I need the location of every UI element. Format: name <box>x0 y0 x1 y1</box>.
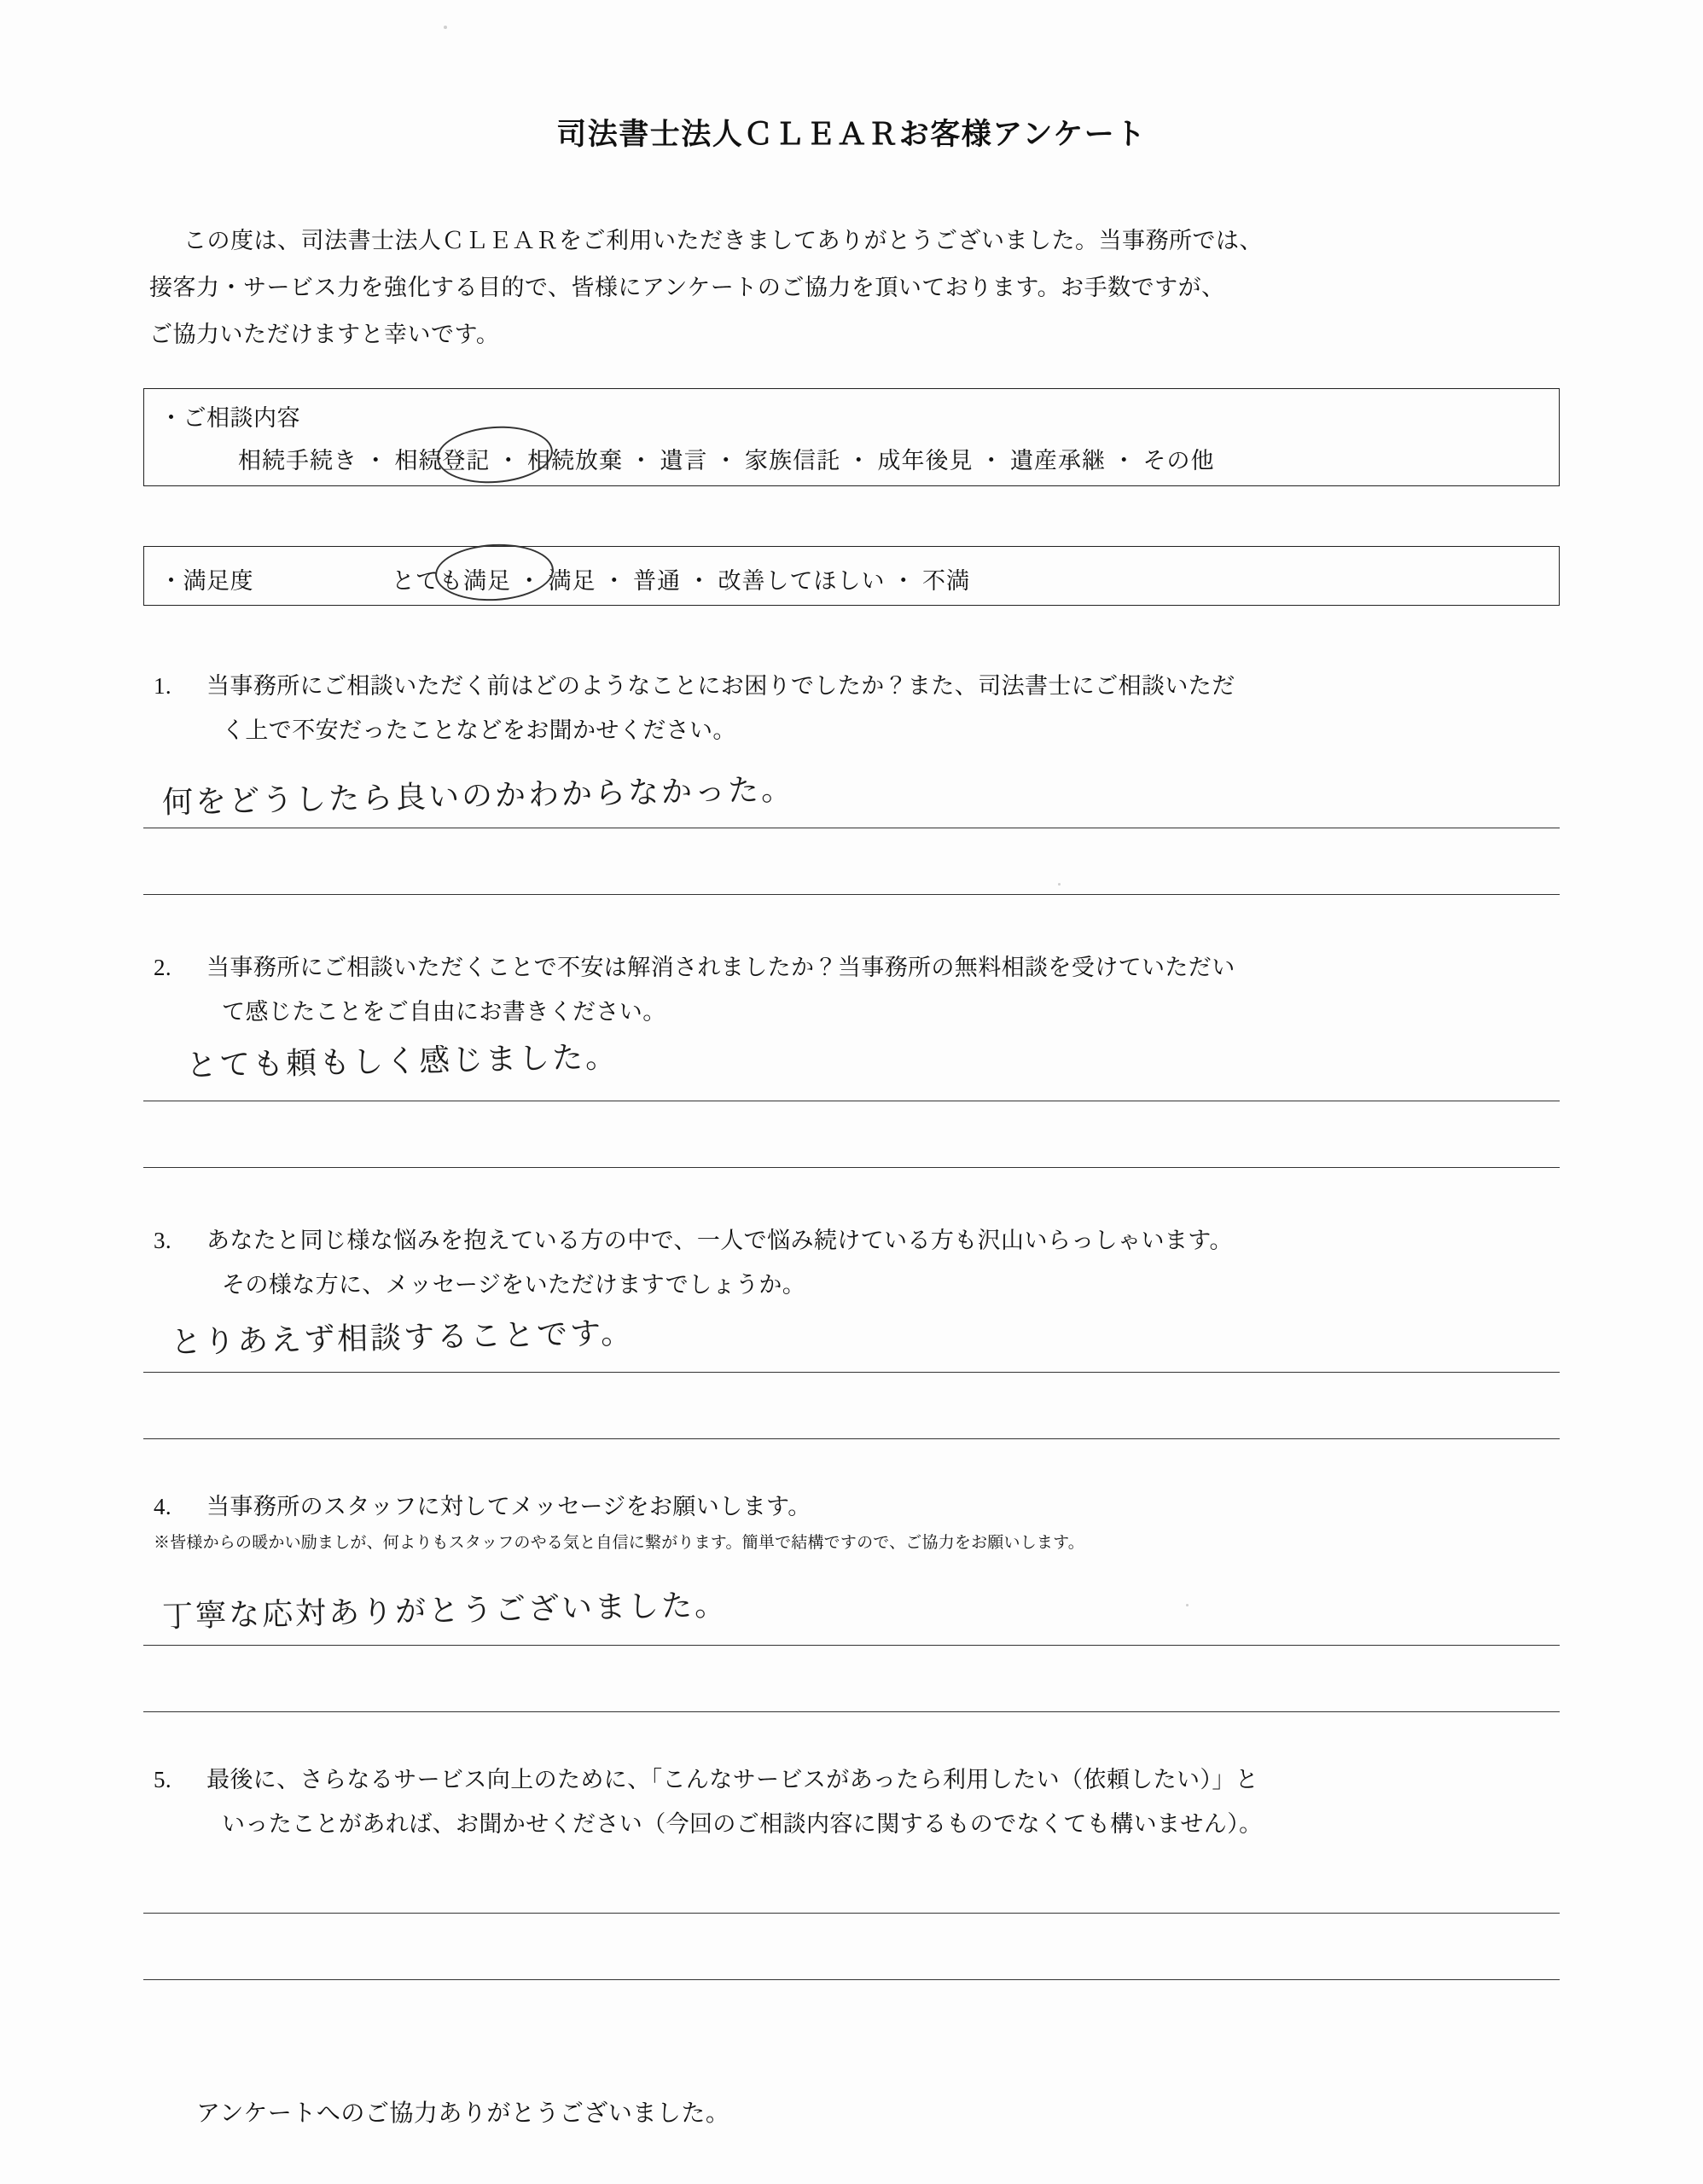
answer-3-handwriting: とりあえず相談することです。 <box>170 1316 635 1361</box>
question-5-line-2: いったことがあれば、お聞かせください（今回のご相談内容に関するものでなくても構いません）。 <box>222 1811 1263 1837</box>
question-4-number: 4. <box>154 1494 172 1519</box>
question-3-text <box>206 1218 1566 1307</box>
question-4-note: ※皆様からの暖かい励ましが、何よりもスタッフのやる気と自信に繋がります。簡単で結構ですので、ご協力をお願いします。 <box>154 1534 1084 1552</box>
question-1-number: 1. <box>154 673 172 699</box>
consultation-type-box <box>143 388 1560 486</box>
question-4 <box>154 1484 1566 1558</box>
question-2-number: 2. <box>154 955 172 980</box>
question-3-line-1: あなたと同じ様な悩みを抱えている方の中で、一人で悩み続けている方も沢山いらっしゃいます。 <box>206 1228 1233 1253</box>
question-1-line-2: く上で不安だったことなどをお聞かせください。 <box>222 717 736 743</box>
answer-line-3b <box>143 1438 1560 1439</box>
answer-line-5a <box>143 1913 1560 1914</box>
question-1-text <box>206 664 1566 752</box>
question-3 <box>154 1218 1566 1307</box>
answer-line-3a <box>143 1372 1560 1373</box>
intro-line-3: ご協力いただけますと幸いです。 <box>149 322 500 347</box>
footer-thanks: アンケートへのご協力ありがとうございました。 <box>196 2100 730 2127</box>
question-2-text <box>206 945 1566 1034</box>
scan-speck <box>444 26 447 29</box>
question-5-text <box>206 1757 1566 1846</box>
question-1-line-1: 当事務所にご相談いただく前はどのようなことにお困りでしたか？また、司法書士にご相談いただ <box>206 673 1235 699</box>
intro-line-2: 接客力・サービス力を強化する目的で、皆様にアンケートのご協力を頂いております。お手数ですが、 <box>149 275 1225 300</box>
answer-line-4a <box>143 1645 1560 1646</box>
answer-line-4b <box>143 1711 1560 1712</box>
question-2-line-1: 当事務所にご相談いただくことで不安は解消されましたか？当事務所の無料相談を受けていただい <box>206 955 1235 980</box>
satisfaction-options[interactable]: とても満足 ・ 満足 ・ 普通 ・ 改善してほしい ・ 不満 <box>392 568 970 594</box>
question-4-text <box>206 1484 1566 1529</box>
question-5-line-1: 最後に、さらなるサービス向上のために、「こんなサービスがあったら利用したい（依頼したい）」と <box>206 1767 1259 1792</box>
answer-line-1b <box>143 894 1560 895</box>
question-1 <box>154 664 1566 752</box>
intro-line-1: この度は、司法書士法人ＣＬＥＡＲをご利用いただきましてありがとうございました。当事務所では、 <box>183 228 1263 253</box>
page-title: 司法書士法人ＣＬＥＡＲお客様アンケート <box>556 118 1147 151</box>
scan-speck <box>1186 1604 1189 1606</box>
question-2 <box>154 945 1566 1034</box>
answer-2-handwriting: とても頼もしく感じました。 <box>185 1039 619 1084</box>
consultation-options[interactable]: 相続手続き ・ 相続登記 ・ 相続放棄 ・ 遺言 ・ 家族信託 ・ 成年後見 ・ 遺産承継 ・ その他 <box>238 448 1215 473</box>
consultation-label: ・ご相談内容 <box>160 405 300 431</box>
answer-line-2b <box>143 1167 1560 1168</box>
satisfaction-label: ・満足度 <box>160 568 253 594</box>
question-5 <box>154 1757 1566 1846</box>
answer-4-handwriting: 丁寧な応対ありがとうございました。 <box>161 1588 729 1635</box>
question-4-line-1: 当事務所のスタッフに対してメッセージをお願いします。 <box>206 1494 811 1519</box>
answer-line-5b <box>143 1979 1560 1980</box>
question-3-line-2: その様な方に、メッセージをいただけますでしょうか。 <box>222 1272 806 1298</box>
question-2-line-2: て感じたことをご自由にお書きください。 <box>222 999 666 1025</box>
intro-paragraph <box>149 218 1557 358</box>
question-5-number: 5. <box>154 1767 172 1792</box>
question-3-number: 3. <box>154 1228 172 1253</box>
scan-speck <box>1058 883 1061 886</box>
satisfaction-box <box>143 546 1560 606</box>
answer-1-handwriting: 何をどうしたら良いのかわからなかった。 <box>161 772 795 821</box>
